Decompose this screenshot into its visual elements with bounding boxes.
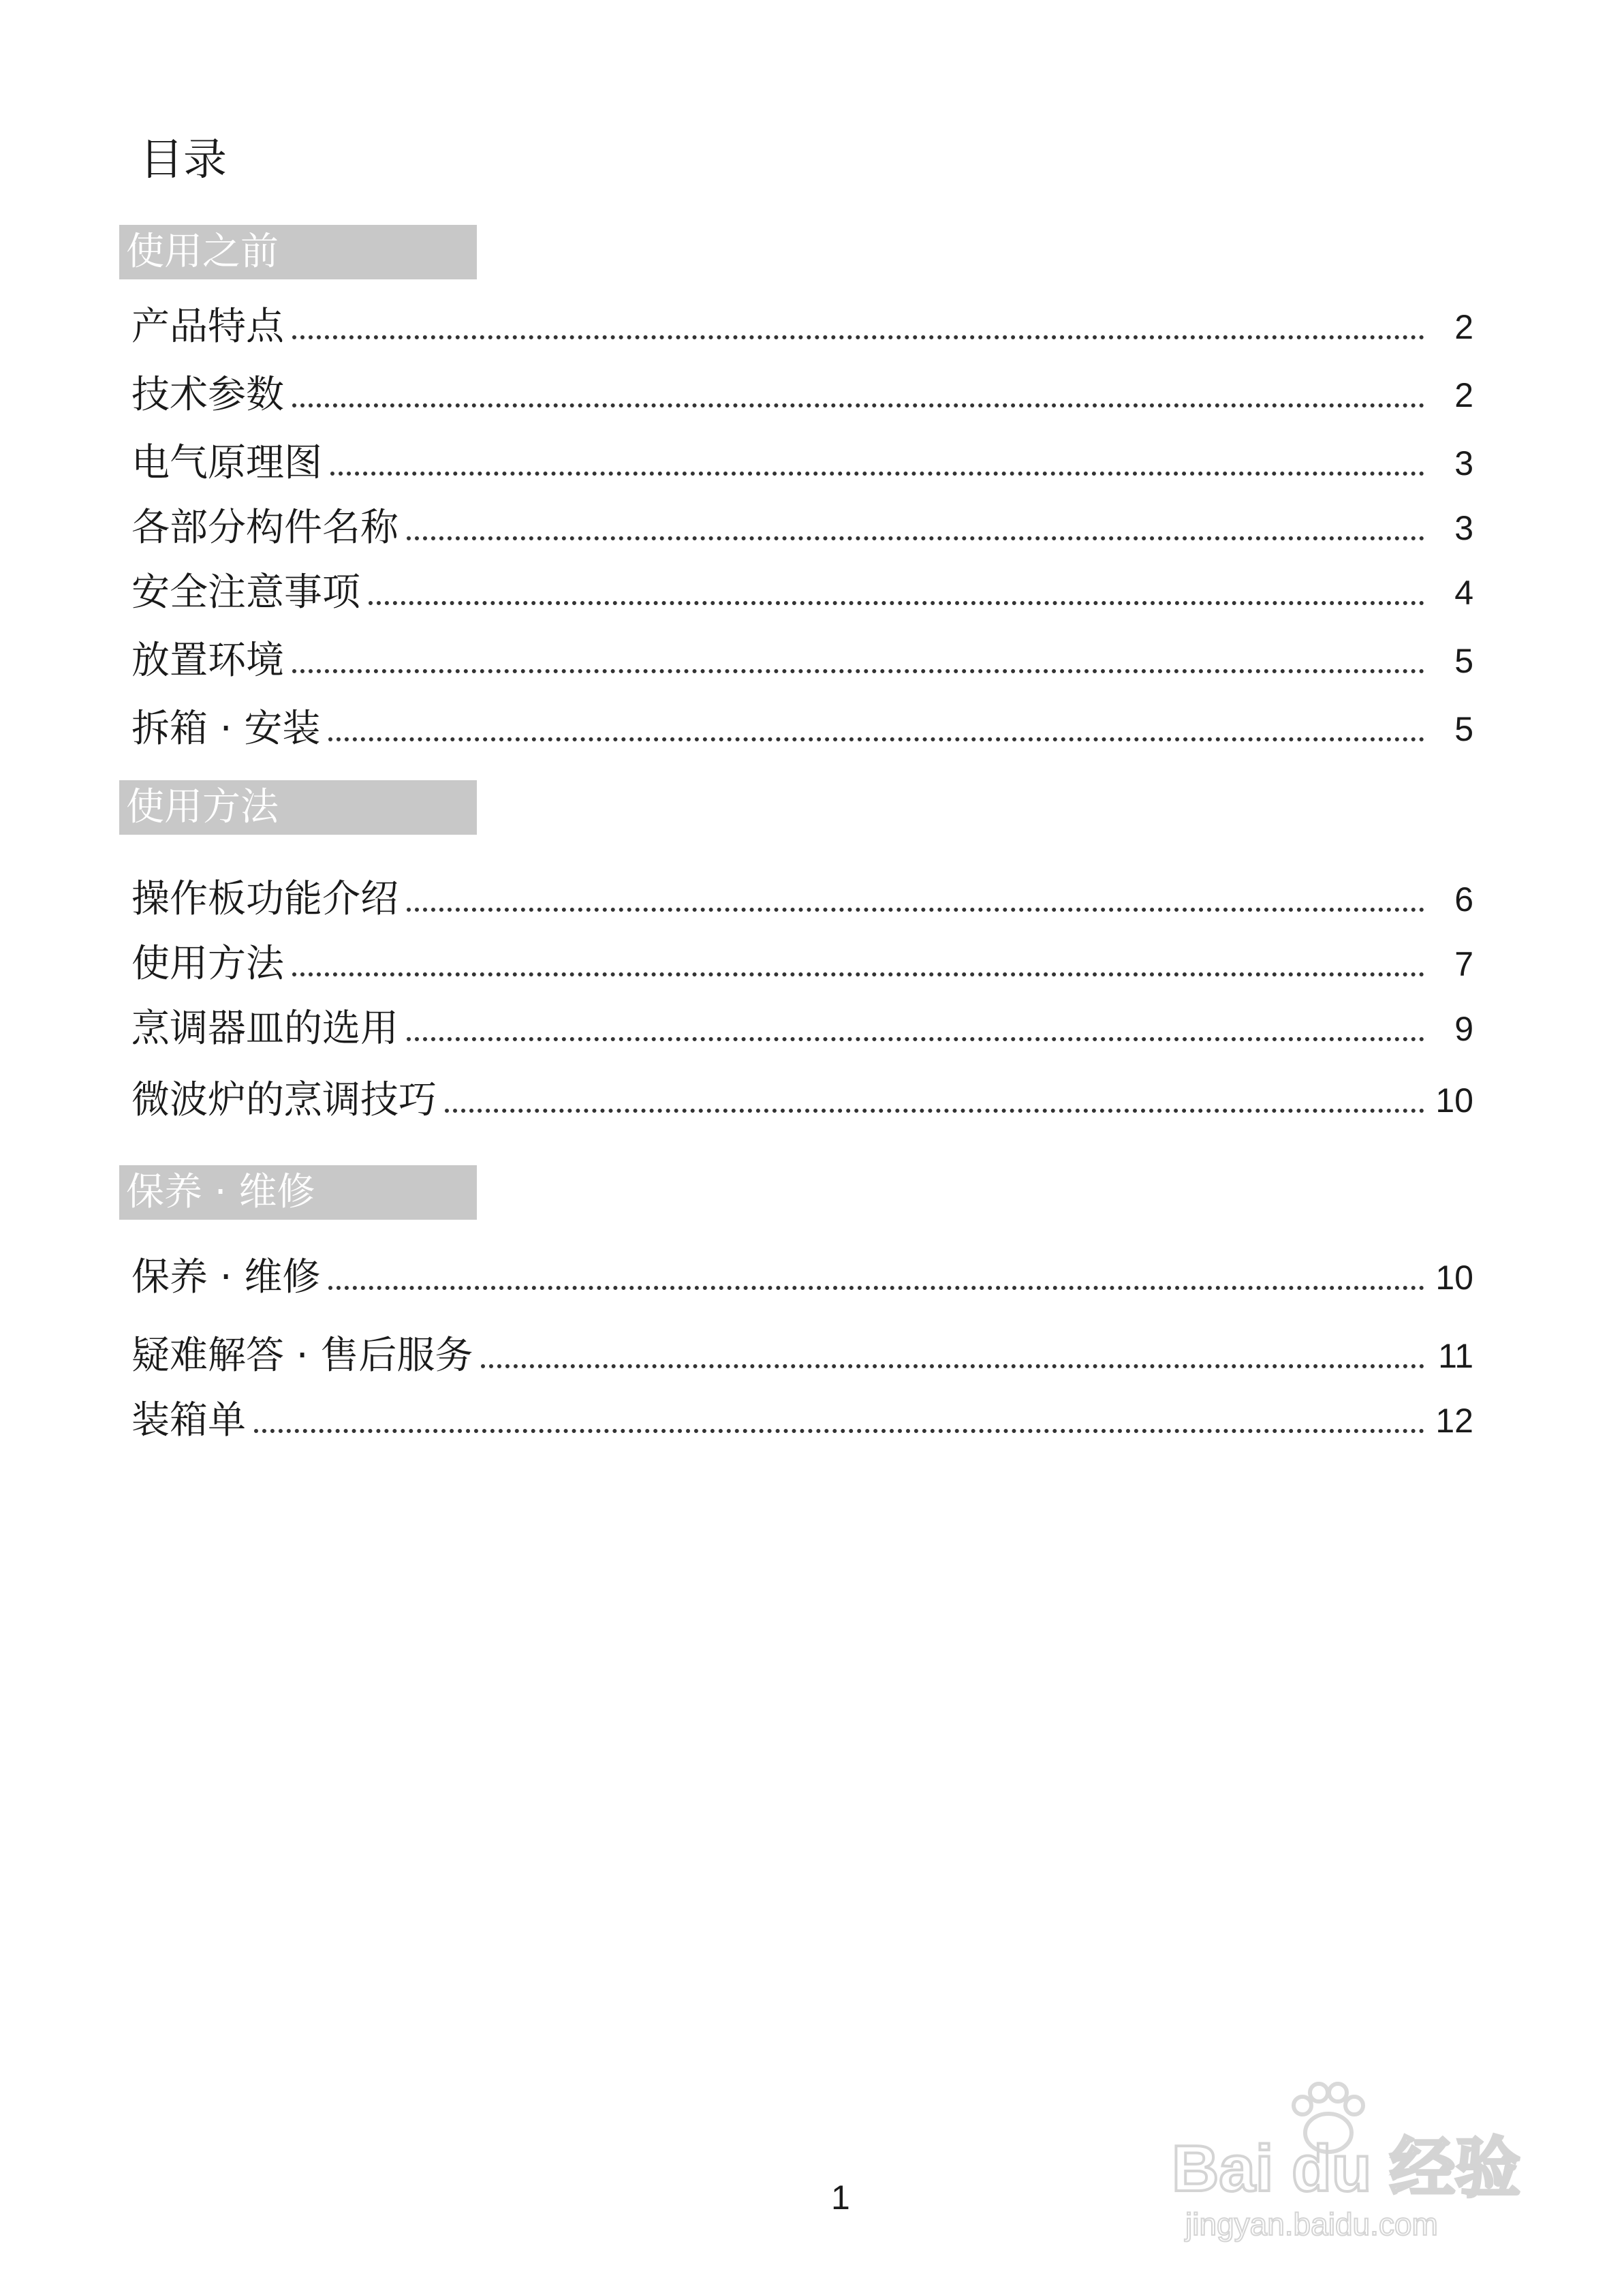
dot-leader bbox=[481, 1364, 1424, 1368]
toc-entry[interactable] bbox=[131, 429, 1473, 491]
toc-entry-page: 10 bbox=[1435, 1259, 1473, 1297]
toc-entry-page: 6 bbox=[1454, 880, 1473, 919]
toc-entry-page: 3 bbox=[1454, 444, 1473, 482]
toc-entry-label: 微波炉的烹调技巧 bbox=[131, 1078, 437, 1122]
toc-entry-page: 10 bbox=[1435, 1081, 1473, 1120]
toc-entry-label: 疑难解答 · 售后服务 bbox=[131, 1334, 473, 1378]
section-heading-usage: 使用方法 bbox=[119, 780, 477, 835]
toc-entry-label: 安全注意事项 bbox=[131, 570, 360, 615]
toc-title: 目录 bbox=[140, 135, 227, 185]
toc-entry-label: 烹调器皿的选用 bbox=[131, 1006, 399, 1051]
dot-leader bbox=[292, 669, 1424, 673]
toc-entry[interactable] bbox=[131, 1387, 1473, 1448]
toc-entry-page: 9 bbox=[1454, 1010, 1473, 1048]
toc-entry-page: 11 bbox=[1438, 1337, 1473, 1375]
toc-entry-label: 装箱单 bbox=[131, 1398, 246, 1443]
dot-leader bbox=[328, 1286, 1424, 1290]
watermark-brand: Bai du 经验 bbox=[1172, 2132, 1521, 2205]
toc-entry[interactable] bbox=[131, 995, 1473, 1056]
toc-entry-label: 产品特点 bbox=[131, 305, 284, 349]
toc-entry-label: 技术参数 bbox=[131, 373, 284, 417]
toc-entry[interactable] bbox=[131, 930, 1473, 991]
section-heading-maintenance: 保养 · 维修 bbox=[119, 1165, 477, 1220]
page-number: 1 bbox=[831, 2178, 850, 2217]
dot-leader bbox=[407, 536, 1424, 540]
dot-leader bbox=[445, 1109, 1424, 1113]
toc-entry-label: 保养 · 维修 bbox=[131, 1255, 321, 1299]
toc-entry-label: 使用方法 bbox=[131, 942, 284, 986]
toc-entry[interactable] bbox=[131, 494, 1473, 555]
toc-entry-label: 放置环境 bbox=[131, 638, 284, 683]
toc-entry[interactable] bbox=[131, 293, 1473, 354]
toc-entry-page: 3 bbox=[1454, 509, 1473, 547]
toc-entry[interactable] bbox=[131, 559, 1473, 620]
toc-entry-page: 4 bbox=[1454, 574, 1473, 612]
toc-entry[interactable] bbox=[131, 1244, 1473, 1305]
toc-entry-label: 操作板功能介绍 bbox=[131, 877, 399, 921]
dot-leader bbox=[369, 601, 1424, 605]
toc-entry-page: 5 bbox=[1454, 710, 1473, 748]
toc-entry-page: 5 bbox=[1454, 642, 1473, 680]
dot-leader bbox=[254, 1429, 1424, 1433]
dot-leader bbox=[407, 908, 1424, 912]
toc-entry[interactable] bbox=[131, 627, 1473, 688]
baidu-jingyan-watermark bbox=[1158, 2068, 1540, 2245]
toc-entry[interactable] bbox=[131, 1066, 1473, 1128]
toc-entry[interactable] bbox=[131, 361, 1473, 422]
section-heading-before-use: 使用之前 bbox=[119, 225, 477, 279]
dot-leader bbox=[292, 403, 1424, 407]
toc-entry[interactable] bbox=[131, 865, 1473, 927]
toc-entry-page: 12 bbox=[1435, 1402, 1473, 1440]
dot-leader bbox=[328, 737, 1424, 741]
toc-entry-label: 电气原理图 bbox=[131, 441, 322, 485]
toc-entry[interactable] bbox=[131, 695, 1473, 756]
dot-leader bbox=[407, 1037, 1424, 1041]
toc-entry-page: 2 bbox=[1454, 376, 1473, 414]
toc-entry-page: 2 bbox=[1454, 308, 1473, 346]
dot-leader bbox=[292, 972, 1424, 976]
dot-leader bbox=[330, 472, 1424, 476]
toc-entry[interactable] bbox=[131, 1322, 1473, 1383]
watermark-url: jingyan.baidu.com bbox=[1185, 2206, 1438, 2242]
toc-entry-label: 各部分构件名称 bbox=[131, 506, 399, 550]
dot-leader bbox=[292, 335, 1424, 339]
toc-entry-label: 拆箱 · 安装 bbox=[131, 707, 321, 751]
toc-entry-page: 7 bbox=[1454, 945, 1473, 983]
